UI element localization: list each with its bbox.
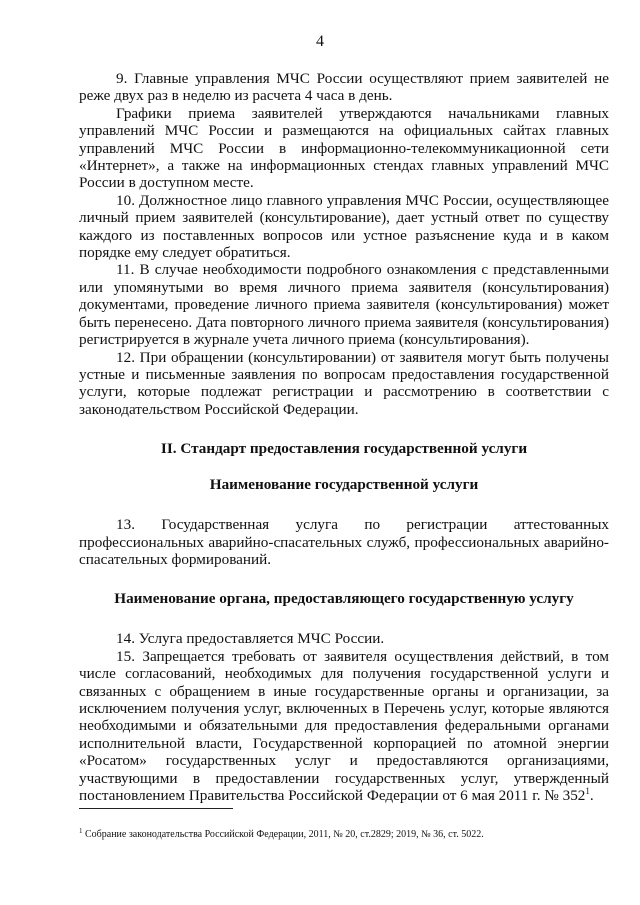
- paragraph-9-schedules: Графики приема заявителей утверждаются начальниками главных управлений МЧС России и размещаются на официальных сайтах главных управлений МЧС России в информационно-телекоммуникационной сети «Интернет», а также на информационных стендах главных управлений МЧС России в доступном месте.: [79, 104, 609, 192]
- footnote-text: Собрание законодательства Российской Федерации, 2011, № 20, ст.2829; 2019, № 36, ст. 5022.: [85, 829, 484, 840]
- paragraph-13: 13. Государственная услуга по регистрации аттестованных профессиональных аварийно-спасательных служб, профессиональных аварийно-спасательных формирований.: [79, 516, 609, 568]
- subheading-authority: Наименование органа, предоставляющего государственную услугу: [114, 590, 574, 608]
- footnote-divider: [79, 808, 233, 809]
- paragraph-9: 9. Главные управления МЧС России осуществляют прием заявителей не реже двух раз в неделю из расчета 4 часа в день.: [79, 70, 609, 105]
- page-number: 4: [316, 33, 324, 50]
- paragraph-11: 11. В случае необходимости подробного ознакомления с представленными или упомянутыми во время личного приема заявителя (консультирования) документами, проведение личного приема заявителя (консультирования) может быть перенесено. Дата повторного личного приема заявителя (консультирования) регистрируется в журнале учета личного приема (консультирования).: [79, 261, 609, 349]
- paragraph-15-end: .: [589, 787, 594, 804]
- subheading-service-name: Наименование государственной услуги: [209, 476, 479, 494]
- paragraph-15: [79, 648, 609, 805]
- paragraph-14: 14. Услуга предоставляется МЧС России.: [116, 630, 385, 648]
- paragraph-10: 10. Должностное лицо главного управления МЧС России, осуществляющее личный прием заявителей (консультирование), дает устный ответ по существу каждого из поставленных вопросов или устное разъяснение куда и в каком порядке ему следует обратиться.: [79, 191, 609, 262]
- document-body: [79, 70, 609, 804]
- section-heading: II. Стандарт предоставления государственной услуги: [160, 440, 528, 458]
- footnote: [79, 829, 609, 841]
- paragraph-15-text: 15. Запрещается требовать от заявителя осуществления действий, в том числе согласований, необходимых для получения государственной услуги и связанных с обращением в иные государственные органы и организации, за исключением получения услуг, включенных в Перечень услуг, которые являются необходимыми и обязательными для предоставления федеральными органами исполнительной власти, Государственной корпорацией по атомной энергии «Росатом» государственных услуг и предоставляются организациями, участвующими в предоставлении государственных услуг, утвержденный постановлением Правительства Российской Федерации от 6 мая 2011 г. № 352: [79, 647, 609, 804]
- footnote-mark: 1: [79, 827, 83, 835]
- footnote-reference[interactable]: 1: [585, 786, 590, 796]
- paragraph-12: 12. При обращении (консультировании) от заявителя могут быть получены устные и письменные заявления по вопросам предоставления государственной услуги, которые подлежат регистрации и рассмотрению в соответствии с законодательством Российской Федерации.: [79, 348, 609, 418]
